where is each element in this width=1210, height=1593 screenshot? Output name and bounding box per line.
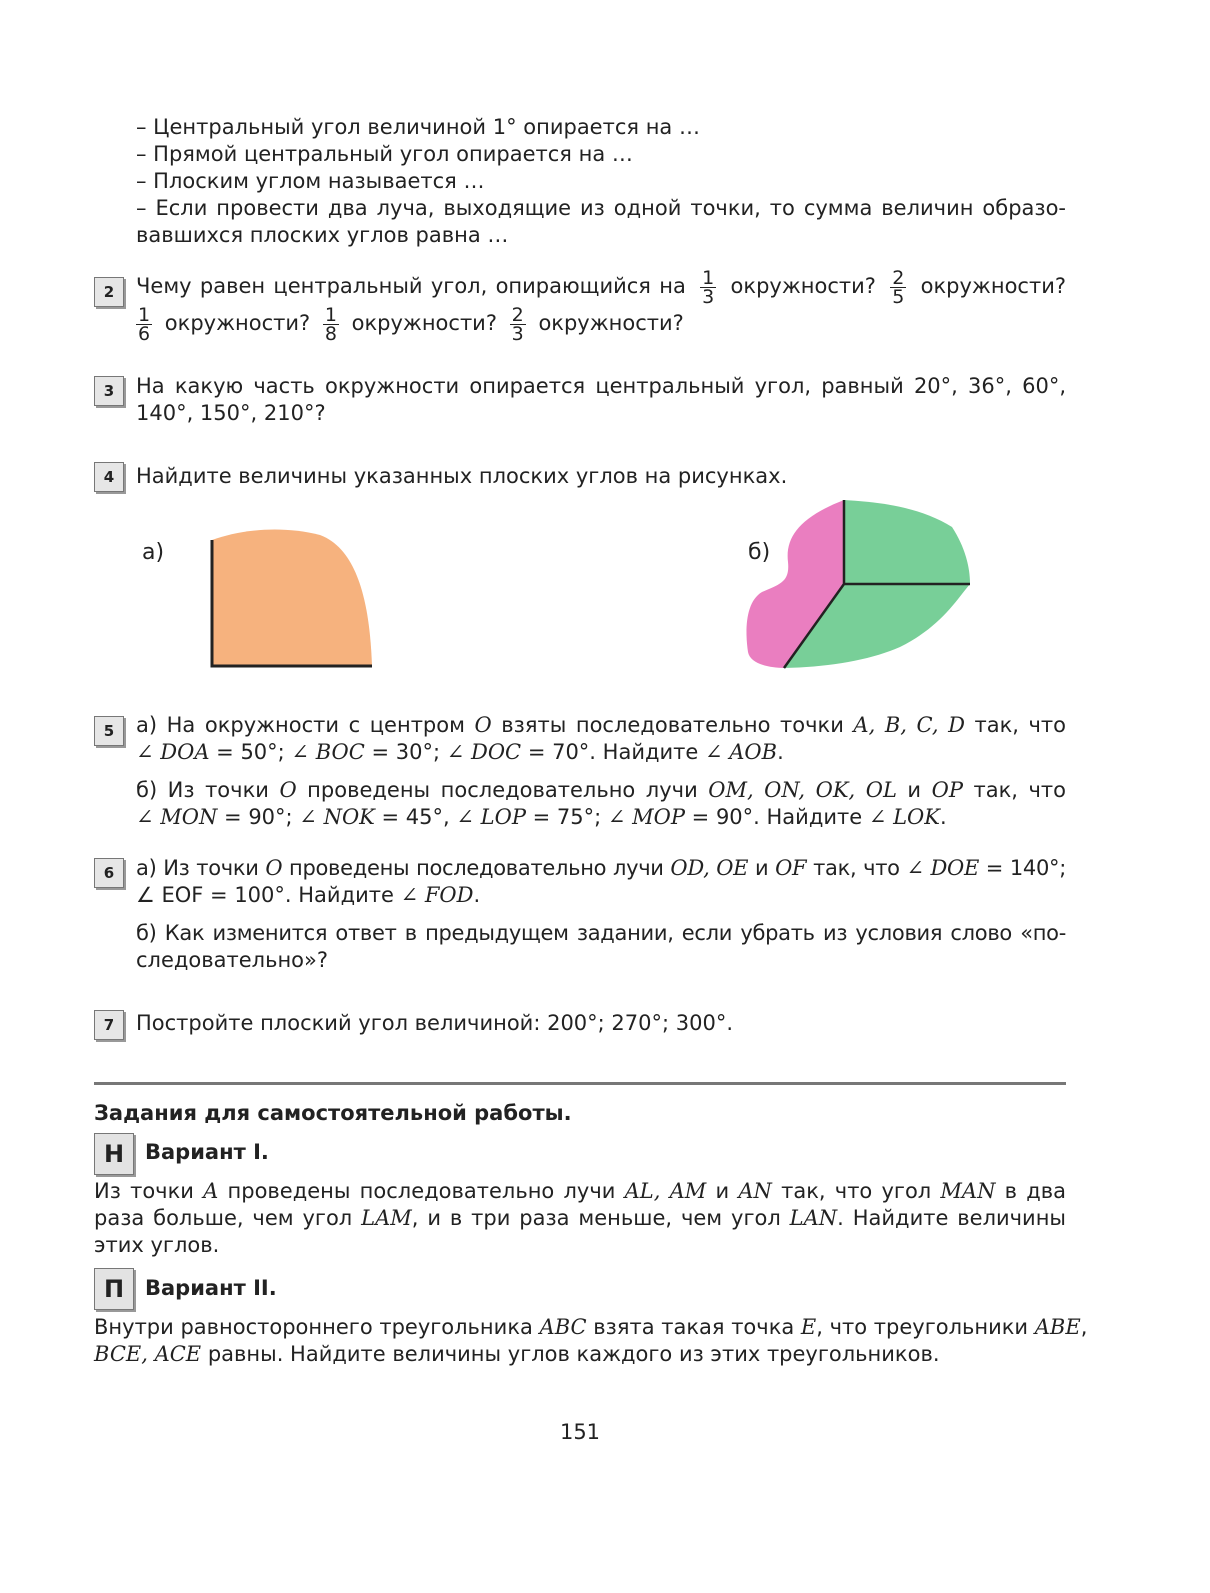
- v1-text: , и в три раза меньше, чем угол: [411, 1206, 790, 1230]
- q6-line-2: [136, 882, 1066, 909]
- fraction-numerator: 1: [702, 266, 715, 289]
- v1-text: проведены последовательно лучи: [218, 1179, 625, 1203]
- q5-text: взяты последовательно точки: [491, 713, 854, 737]
- angle-nok: ∠ NOK: [299, 805, 375, 829]
- fraction-denominator: 3: [702, 285, 715, 308]
- q6-text: а) Из точки: [136, 856, 266, 880]
- v1-text: в два: [995, 1179, 1067, 1203]
- q3-line-2: 140°, 150°, 210°?: [136, 401, 326, 425]
- fraction-denominator: 5: [892, 285, 905, 308]
- q6-text: ∠ EOF = 100°. Найдите: [136, 883, 401, 907]
- angle-fod: ∠ FOD: [400, 883, 474, 907]
- figure-b-green-region: [844, 500, 970, 584]
- q6-text: = 140°;: [979, 856, 1066, 880]
- q2-text: окружности?: [920, 274, 1066, 298]
- v1-text: Из точки: [94, 1179, 204, 1203]
- q3-line-1: На какую часть окружности опирается центральный угол, равный 20°, 36°, 60°,: [136, 374, 1066, 398]
- v2-line-2: [94, 1341, 1066, 1368]
- v2-text: равны. Найдите величины углов каждого из этих треугольников.: [201, 1342, 940, 1366]
- q5-text: б) Из точки: [136, 778, 280, 802]
- q2-text: окружности?: [538, 311, 684, 335]
- fraction-numerator: 2: [892, 266, 905, 289]
- q5-text: .: [939, 805, 947, 829]
- q5-text: = 50°;: [209, 740, 292, 764]
- q5-text: = 70°. Найдите: [521, 740, 705, 764]
- fraction-denominator: 3: [511, 322, 524, 345]
- angle-aob: ∠ AOB: [704, 740, 778, 764]
- v1-text: раза больше, чем угол: [94, 1206, 362, 1230]
- triangles-bce-ace: BCE, ACE: [94, 1342, 202, 1366]
- q5-text: и: [896, 778, 932, 802]
- angle-mon: ∠ MON: [136, 805, 218, 829]
- triangle-abc: ABC: [539, 1315, 587, 1339]
- fraction-numerator: 1: [138, 303, 151, 326]
- task-number-4: 4: [94, 462, 124, 492]
- rays-al-am: AL, AM: [624, 1179, 707, 1203]
- task-number-3: 3: [94, 376, 124, 406]
- q6-text: .: [473, 883, 481, 907]
- angle-man: MAN: [940, 1179, 996, 1203]
- angle-lan: LAN: [789, 1206, 838, 1230]
- intro-line-3: – Плоским углом называется …: [136, 169, 485, 193]
- point-e: E: [800, 1315, 817, 1339]
- point-a: A: [203, 1179, 219, 1203]
- task-number-2: 2: [94, 277, 124, 307]
- task-number-6: 6: [94, 858, 124, 888]
- point-o: O: [279, 778, 297, 802]
- angle-doe: ∠ DOE: [906, 856, 979, 880]
- v1-text: и: [706, 1179, 739, 1203]
- figure-a-region: [212, 530, 372, 666]
- q5-text: = 90°;: [217, 805, 300, 829]
- q5-line-1: [136, 712, 1066, 739]
- q5-line-4: [136, 804, 1066, 831]
- q2-text: окружности?: [351, 311, 497, 335]
- fraction-2-3: [510, 303, 526, 345]
- variant-2-label: Вариант II.: [145, 1276, 277, 1300]
- q6-text: так, что: [806, 856, 907, 880]
- variant-1-badge: Н: [94, 1133, 134, 1175]
- q2-text: окружности?: [164, 311, 311, 335]
- variant-1-label: Вариант I.: [145, 1140, 269, 1164]
- task-number-5: 5: [94, 716, 124, 746]
- section-heading: Задания для самостоятельной работы.: [94, 1101, 572, 1125]
- q5-line-2: [136, 739, 1066, 766]
- v1-line-3: этих углов.: [94, 1233, 220, 1257]
- ray-of: OF: [775, 856, 807, 880]
- q7-text: Постройте плоский угол величиной: 200°; 270°; 300°.: [136, 1011, 734, 1035]
- fraction-1-8: [323, 303, 339, 345]
- v2-text: Внутри равностороннего треугольника: [94, 1315, 540, 1339]
- figure-label-a: а): [142, 540, 165, 565]
- q2-line-2: [136, 299, 1066, 347]
- ray-op: OP: [931, 778, 963, 802]
- intro-line-4: – Если провести два луча, выходящие из одной точки, то сумма величин образо-: [136, 196, 1066, 220]
- q4-text: Найдите величины указанных плоских углов на рисунках.: [136, 464, 788, 488]
- q2-text: Чему равен центральный угол, опирающийся на: [136, 274, 686, 298]
- point-o: O: [265, 856, 283, 880]
- page-number: 151: [559, 1420, 601, 1444]
- q6-line-1: [136, 855, 1066, 882]
- q5-text: так, что: [962, 778, 1066, 802]
- figure-b-three-angles: [740, 492, 990, 682]
- q6-line-3: б) Как изменится ответ в предыдущем задании, если убрать из условия слово «по-: [136, 921, 1066, 945]
- section-divider: [94, 1082, 1066, 1085]
- triangle-abe: ABE: [1034, 1315, 1081, 1339]
- q5-text: = 75°;: [525, 805, 608, 829]
- angle-lok: ∠ LOK: [868, 805, 940, 829]
- figure-label-b: б): [748, 540, 771, 565]
- intro-line-2: – Прямой центральный угол опирается на …: [136, 142, 633, 166]
- figure-a-right-angle: [200, 520, 390, 680]
- fraction-denominator: 8: [324, 322, 337, 345]
- rays-od-oe: OD, OE: [670, 856, 749, 880]
- q6-text: проведены последовательно лучи: [282, 856, 671, 880]
- q5-text: = 90°. Найдите: [685, 805, 869, 829]
- fraction-denominator: 6: [138, 322, 151, 345]
- v2-text: ,: [1080, 1315, 1088, 1339]
- q6-line-4: следовательно»?: [136, 948, 329, 972]
- q2-text: окружности?: [730, 274, 876, 298]
- v1-text: . Найдите величины: [837, 1206, 1067, 1230]
- fraction-numerator: 2: [511, 303, 524, 326]
- point-o: O: [474, 713, 492, 737]
- rays-list: OM, ON, OK, OL: [708, 778, 897, 802]
- q6-text: и: [748, 856, 776, 880]
- angle-doa: ∠ DOA: [136, 740, 210, 764]
- q5-text: .: [777, 740, 784, 764]
- v1-line-2: [94, 1205, 1066, 1232]
- v2-text: взята такая точка: [586, 1315, 801, 1339]
- intro-line-5: вавшихся плоских углов равна …: [136, 223, 509, 247]
- task-number-7: 7: [94, 1010, 124, 1040]
- q5-text: проведены последовательно лучи: [296, 778, 709, 802]
- angle-mop: ∠ MOP: [607, 805, 685, 829]
- fraction-1-6: [136, 303, 152, 345]
- angle-doc: ∠ DOC: [446, 740, 522, 764]
- angle-lop: ∠ LOP: [456, 805, 526, 829]
- ray-an: AN: [738, 1179, 772, 1203]
- q5-line-3: [136, 777, 1066, 804]
- q5-text: = 45°,: [374, 805, 457, 829]
- q5-text: так, что: [964, 713, 1066, 737]
- points-abcd: A, B, C, D: [853, 713, 965, 737]
- v2-line-1: [94, 1314, 1088, 1341]
- v1-text: так, что угол: [771, 1179, 941, 1203]
- angle-boc: ∠ BOC: [291, 740, 365, 764]
- v2-text: , что треугольники: [816, 1315, 1035, 1339]
- q5-text: а) На окружности с центром: [136, 713, 475, 737]
- intro-line-1: – Центральный угол величиной 1° опирается на …: [136, 115, 700, 139]
- v1-line-1: [94, 1178, 1066, 1205]
- angle-lam: LAM: [361, 1206, 412, 1230]
- fraction-numerator: 1: [324, 303, 337, 326]
- q5-text: = 30°;: [364, 740, 447, 764]
- variant-2-badge: П: [94, 1268, 134, 1310]
